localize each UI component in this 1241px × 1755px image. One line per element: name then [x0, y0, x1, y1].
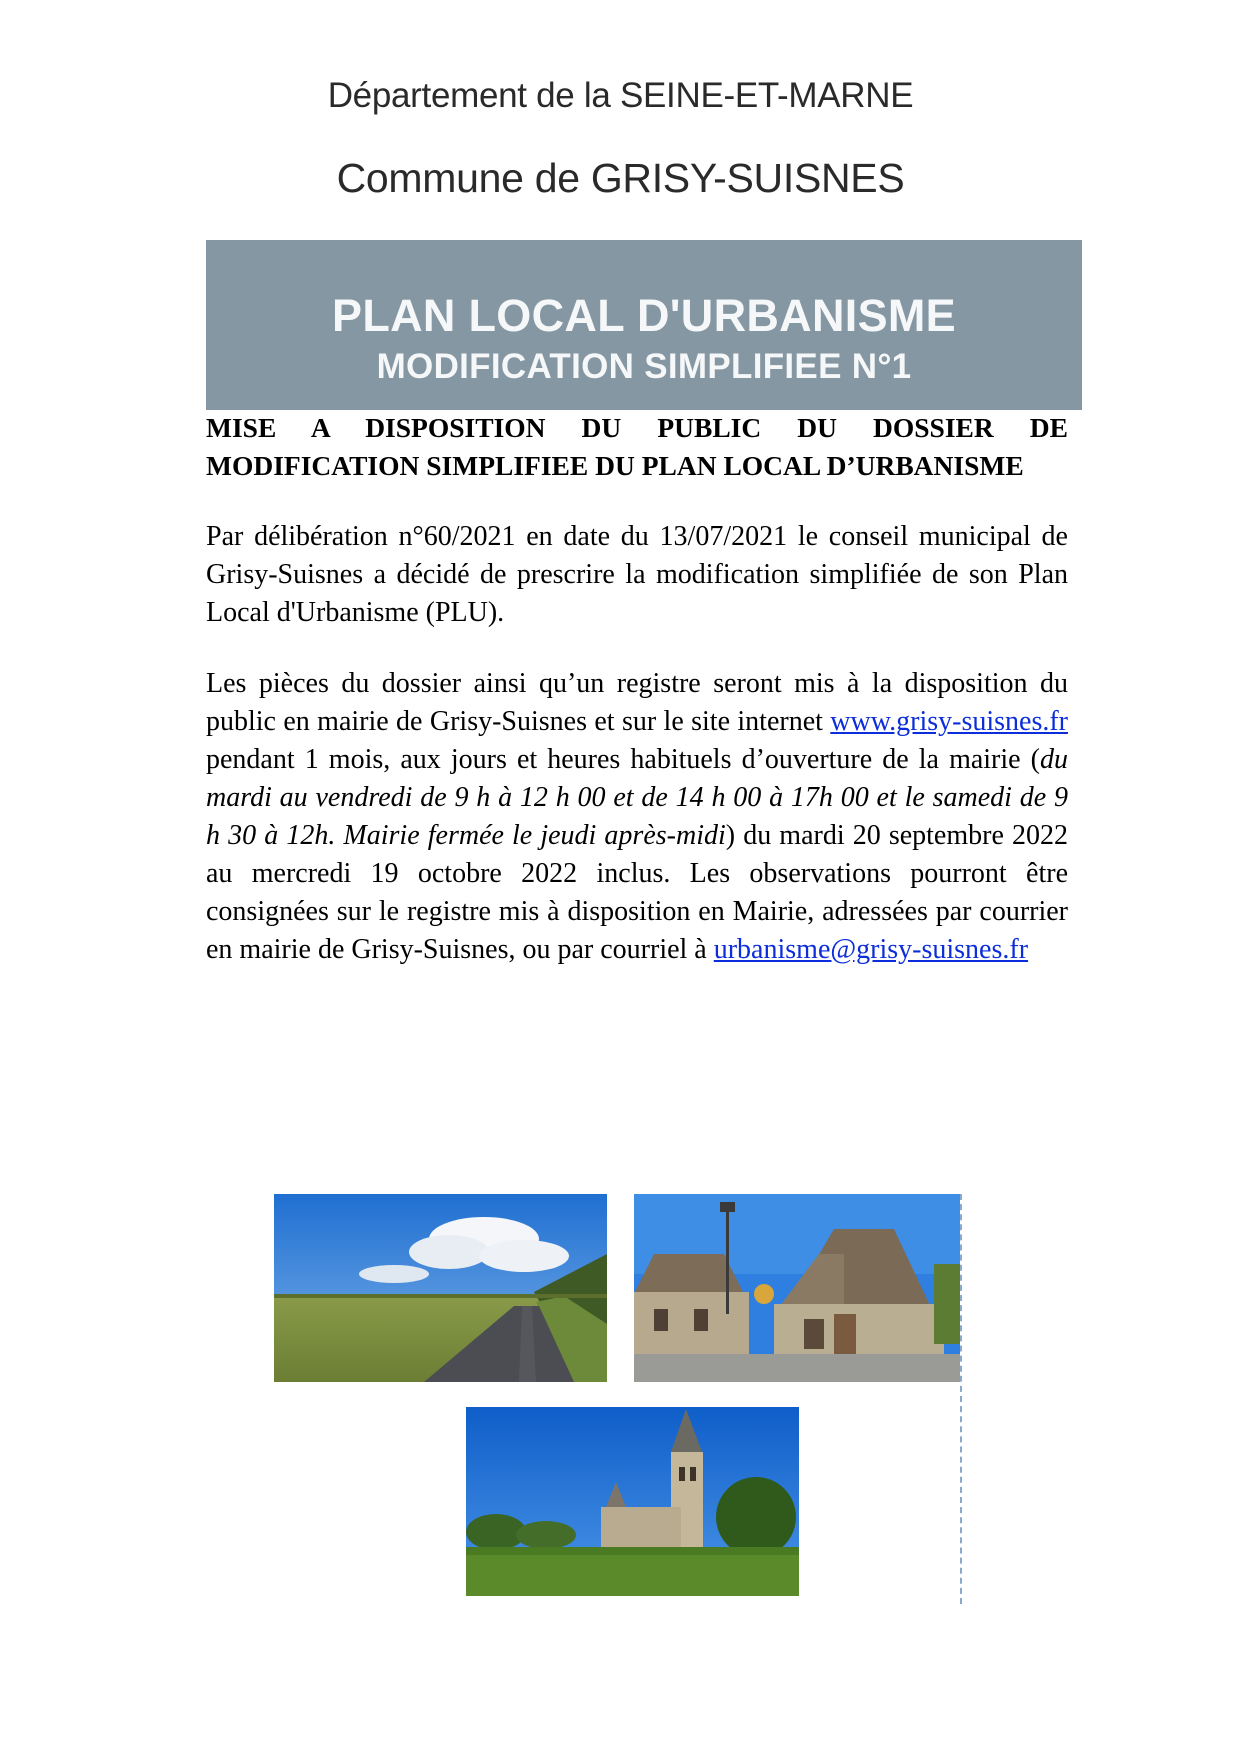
department-heading: Département de la SEINE-ET-MARNE [327, 76, 914, 115]
village-photo [634, 1194, 960, 1382]
availability-intro: Les pièces du dossier ainsi qu’un registre seront mis à la disposition du public en mairie de Grisy-Suisnes et sur le site internet [206, 668, 1068, 737]
church-photo [466, 1407, 799, 1596]
paragraph-availability [206, 665, 1068, 969]
availability-period: pendant 1 mois, aux jours et heures habituels d’ouverture de la mairie ( [206, 744, 1040, 775]
email-link[interactable]: urbanisme@grisy-suisnes.fr [713, 934, 1029, 965]
banner-subtitle: MODIFICATION SIMPLIFIEE N°1 [376, 347, 912, 386]
road-photo [274, 1194, 607, 1382]
paragraph-deliberation: Par délibération n°60/2021 en date du 13/07/2021 le conseil municipal de Grisy-Suisnes a décidé de prescrire la modification simplifiée de son Plan Local d'Urbanisme (PLU). [206, 521, 1068, 628]
banner-title: PLAN LOCAL D'URBANISME [332, 290, 956, 341]
notice-body [206, 409, 1068, 1002]
website-link[interactable]: www.grisy-suisnes.fr [830, 706, 1068, 737]
plu-banner [206, 240, 1082, 410]
opening-hours: du mardi au vendredi de 9 h à 12 h 00 et de 14 h 00 à 17h 00 et le samedi de 9 h 30 à 12h. Mairie fermée le jeudi après-midi [206, 744, 1068, 851]
notice-title: MISE A DISPOSITION DU PUBLIC DU DOSSIER DE MODIFICATION SIMPLIFIEE DU PLAN LOCAL D’URBANISME [206, 412, 1068, 481]
availability-dates: ) du mardi 20 septembre 2022 au mercredi 19 octobre 2022 inclus. Les observations pourront être consignées sur le registre mis à disposition en Mairie, adressées par courrier en mairie de Grisy-Suisnes, ou par courriel à [206, 820, 1068, 965]
commune-heading: Commune de GRISY-SUISNES [336, 155, 905, 201]
dashed-divider [960, 1194, 962, 1604]
